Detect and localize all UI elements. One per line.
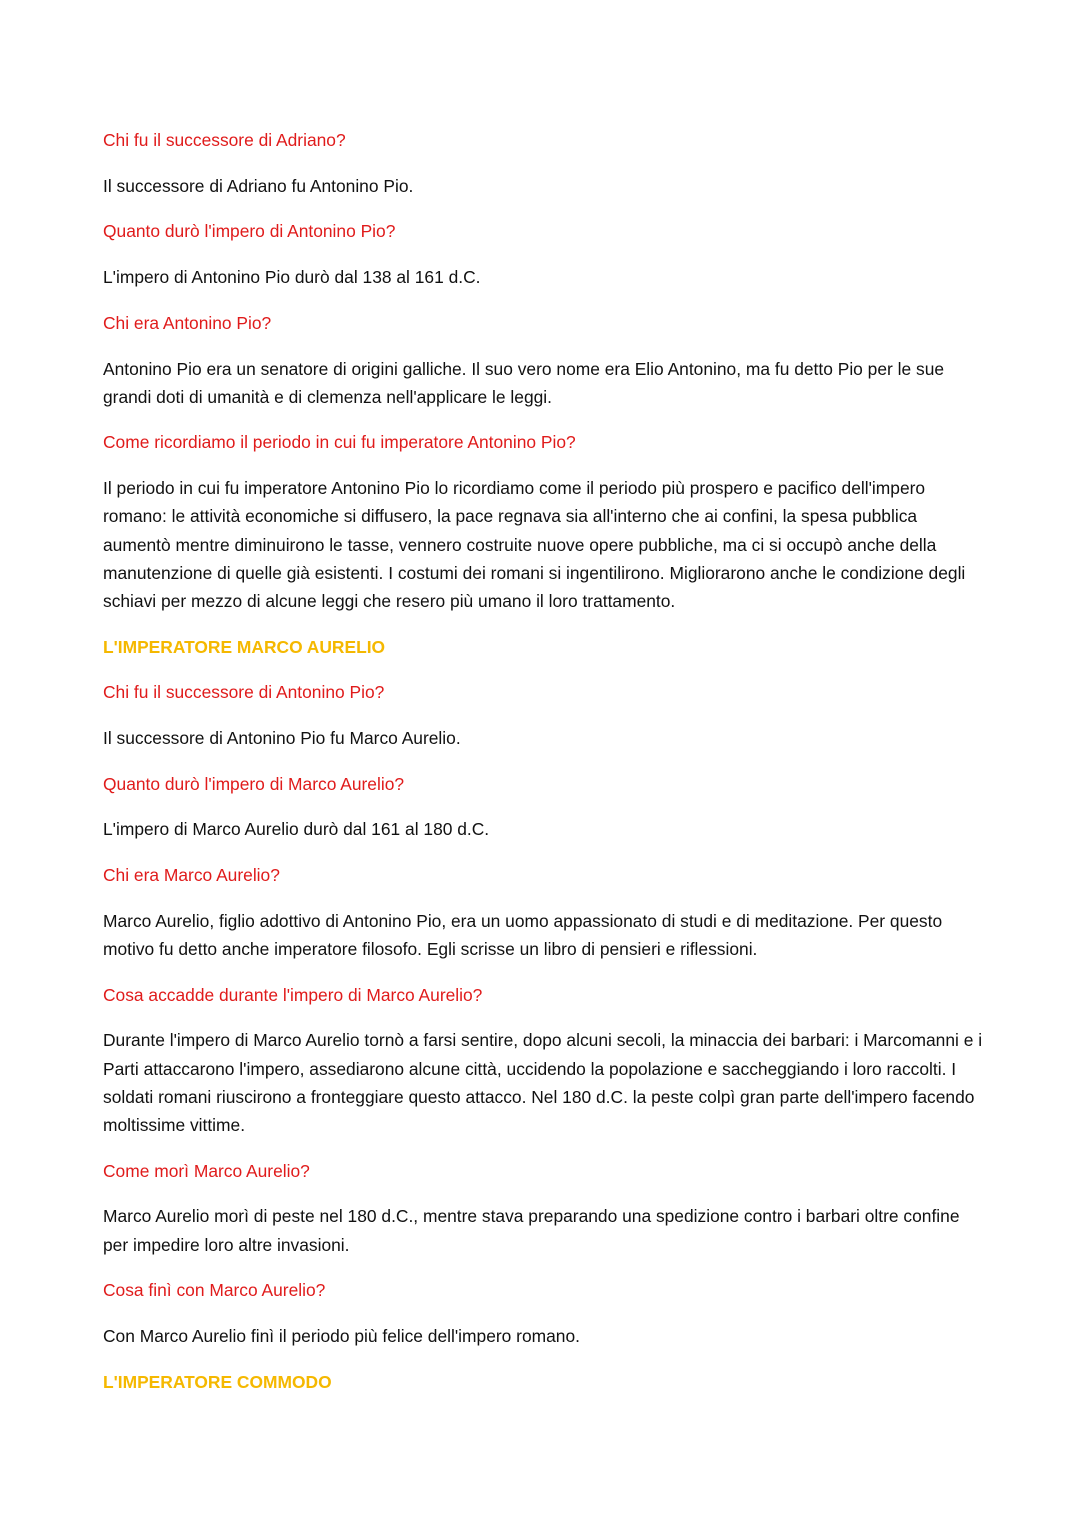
question-duration-marco: Quanto durò l'impero di Marco Aurelio? [103, 773, 405, 794]
question-events-marco: Cosa accadde durante l'impero di Marco Aurelio? [103, 984, 483, 1005]
answer-who-antonino: Antonino Pio era un senatore di origini galliche. Il suo vero nome era Elio Antonino, ma fu detto Pio per le sue grandi doti di umanità e di clemenza nell'applicare le leggi. [103, 358, 945, 407]
question-successor-antonino: Chi fu il successore di Antonino Pio? [103, 682, 385, 703]
answer-death-marco: Marco Aurelio morì di peste nel 180 d.C., mentre stava preparando una spedizione contro i barbari oltre confine per impedire loro altre invasioni. [103, 1206, 960, 1255]
section-heading-commodo: L'IMPERATORE COMMODO [103, 1371, 332, 1392]
question-who-antonino: Chi era Antonino Pio? [103, 312, 272, 333]
document-page [103, 126, 983, 1414]
question-death-marco: Come morì Marco Aurelio? [103, 1160, 310, 1181]
question-period-antonino: Come ricordiamo il periodo in cui fu imperatore Antonino Pio? [103, 432, 576, 453]
answer-events-marco: Durante l'impero di Marco Aurelio tornò a farsi sentire, dopo alcuni secoli, la minaccia dei barbari: i Marcomanni e i Parti attaccarono l'impero, assediarono alcune città, uccidendo la popolazione e saccheggiando i loro raccolti. I soldati romani riuscirono a fronteggiare questo attacco. Nel 180 d.C. la peste colpì gran parte dell'impero facendo moltissime vittime. [103, 1030, 983, 1136]
answer-duration-marco: L'impero di Marco Aurelio durò dal 161 al 180 d.C. [103, 819, 490, 840]
question-end-marco: Cosa finì con Marco Aurelio? [103, 1280, 326, 1301]
section-heading-marco-aurelio: L'IMPERATORE MARCO AURELIO [103, 636, 386, 657]
answer-who-marco: Marco Aurelio, figlio adottivo di Antonino Pio, era un uomo appassionato di studi e di meditazione. Per questo motivo fu detto anche imperatore filosofo. Egli scrisse un libro di pensieri e riflessioni. [103, 910, 943, 960]
question-who-marco: Chi era Marco Aurelio? [103, 865, 280, 886]
answer-successor-adriano: Il successore di Adriano fu Antonino Pio. [103, 175, 414, 196]
answer-end-marco: Con Marco Aurelio finì il periodo più felice dell'impero romano. [103, 1326, 580, 1347]
answer-successor-antonino: Il successore di Antonino Pio fu Marco Aurelio. [103, 728, 461, 749]
answer-duration-antonino: L'impero di Antonino Pio durò dal 138 al 161 d.C. [103, 267, 481, 288]
answer-period-antonino: Il periodo in cui fu imperatore Antonino Pio lo ricordiamo come il periodo più prospero e pacifico dell'impero romano: le attività economiche si diffusero, la pace regnava sia all'interno che ai confini, la spesa pubblica aumentò mentre diminuirono le tasse, vennero costruite nuove opere pubbliche, ma ci si occupò anche della manutenzione di quelle già esistenti. I costumi dei romani si ingentilirono. Migliorarono anche le condizione degli schiavi per mezzo di alcune leggi che resero più umano il loro trattamento. [103, 478, 966, 611]
question-duration-antonino: Quanto durò l'impero di Antonino Pio? [103, 221, 396, 242]
question-successor-adriano: Chi fu il successore di Adriano? [103, 130, 346, 150]
